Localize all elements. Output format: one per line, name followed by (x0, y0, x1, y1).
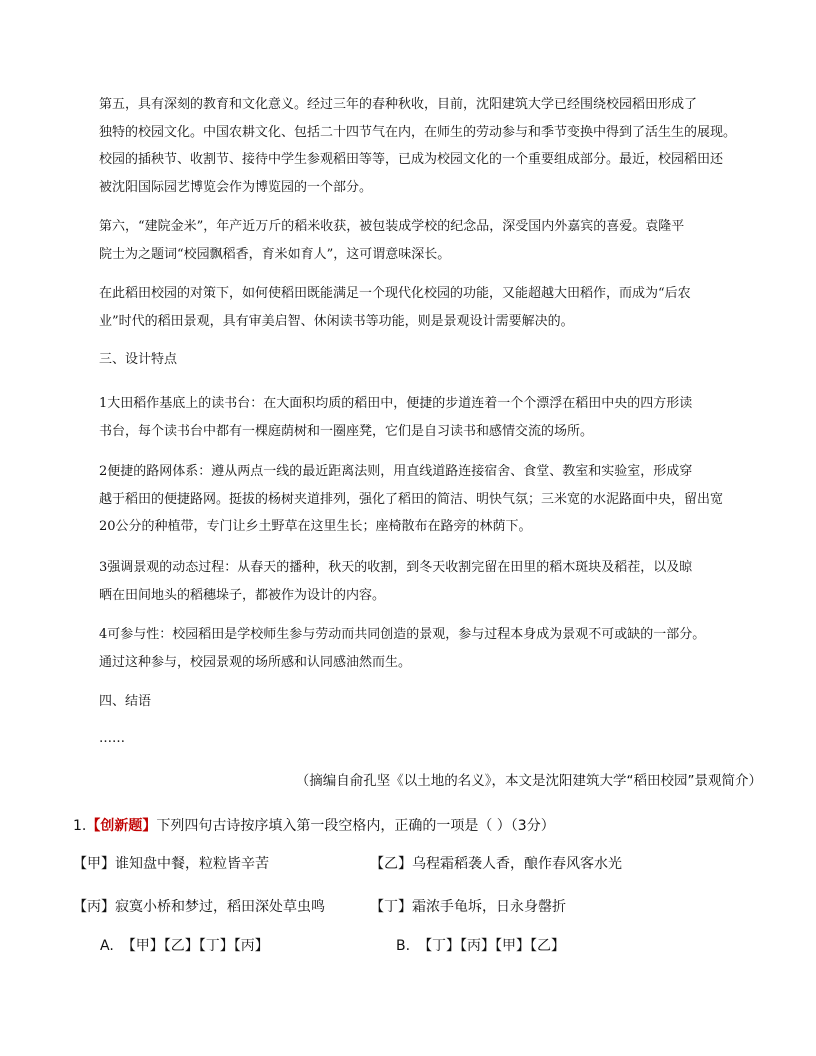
text-line: 4可参与性：校园稻田是学校师生参与劳动而共同创造的景观，参与过程本身成为景观不可或缺的一部分。 (99, 627, 706, 642)
poem-line-bing: 【丙】寂寞小桥和梦过，稻田深处草虫鸣 (73, 899, 325, 915)
text-line: 1大田稻作基底上的读书台：在大面积均质的稻田中，便捷的步道连着一个个漂浮在稻田中央的四方形读 (99, 396, 693, 411)
text-line: 3强调景观的动态过程：从春天的播种，秋天的收割，到冬天收割完留在田里的稻木斑块及稻茬，以及晾 (99, 560, 693, 575)
choice-b-text: 【丁】【丙】【甲】【乙】 (418, 938, 566, 954)
text-line: 院士为之题词“校园飘稻香，育米如育人”，这可谓意味深长。 (99, 246, 451, 262)
poem-line-ding: 【丁】霜浓手龟坼，日永身罄折 (370, 899, 566, 915)
poem-line-jia: 【甲】谁知盘中餐，粒粒皆辛苦 (73, 856, 269, 872)
feature-participation (99, 621, 749, 676)
text-line: 越于稻田的便捷路网。挺拔的杨树夹道排列，强化了稻田的简洁、明快气氛；三米宽的水泥路面中央，留出宽 (99, 491, 724, 507)
text-line: 独特的校园文化。中国农耕文化、包括二十四节气在内，在师生的劳动参与和季节变换中得到了活生生的展现。 (99, 124, 737, 140)
choice-a[interactable] (100, 935, 269, 957)
feature-road-network (99, 458, 749, 541)
text-line: 第六，“建院金米”，年产近万斤的稻米收获，被包装成学校的纪念品，深受国内外嘉宾的喜爱。袁隆平 (99, 219, 685, 234)
choice-a-text: 【甲】【乙】【丁】【丙】 (121, 938, 269, 954)
paragraph-design-challenge (99, 280, 749, 335)
section-heading-conclusion: 四、结语 (99, 694, 152, 709)
poem-line-yi: 【乙】乌程霜稻袭人香，酿作春风客水光 (370, 856, 622, 872)
ellipsis: …… (99, 731, 125, 746)
question-stem (73, 815, 555, 837)
text-line: 书台，每个读书台中都有一棵庭荫树和一圈座凳，它们是自习读书和感情交流的场所。 (99, 423, 594, 439)
feature-dynamic-process (99, 554, 749, 609)
section-heading-design-features: 三、设计特点 (99, 352, 178, 367)
source-citation: （摘编自俞孔坚《以土地的名义》，本文是沈阳建筑大学“稻田校园”景观简介） (295, 773, 762, 789)
text-line: 20公分的种植带，专门让乡土野草在这里生长；座椅散布在路旁的林荫下。 (99, 519, 532, 534)
text-line: 2便捷的路网体系：遵从两点一线的最近距离法则，用直线道路连接宿舍、食堂、教室和实验室，形成穿 (99, 464, 693, 479)
question-text: 下列四句古诗按序填入第一段空格内，正确的一项是（ ）（3分） (156, 818, 555, 834)
paragraph-fifth-point (99, 91, 749, 201)
text-line: 第五，具有深刻的教育和文化意义。经过三年的春种秋收，目前，沈阳建筑大学已经围绕校园稻田形成了 (99, 97, 698, 112)
text-line: 晒在田间地头的稻穗垛子，都被作为设计的内容。 (99, 587, 386, 603)
paragraph-sixth-point (99, 213, 749, 268)
text-line: 在此稻田校园的对策下，如何使稻田既能满足一个现代化校园的功能，又能超越大田稻作，而成为“后农 (99, 286, 691, 301)
question-tag: 【创新题】 (86, 818, 157, 834)
text-line: 通过这种参与，校园景观的场所感和认同感油然而生。 (99, 654, 412, 670)
question-number: 1. (73, 818, 87, 834)
text-line: 业”时代的稻田景观，具有审美启智、休闲读书等功能，则是景观设计需要解决的。 (99, 313, 574, 329)
choice-b-letter: B. (396, 938, 411, 954)
choice-a-letter: A. (100, 938, 114, 954)
text-line: 校园的插秧节、收割节、接待中学生参观稻田等等，已成为校园文化的一个重要组成部分。最近，校园稻田还 (99, 152, 724, 167)
feature-reading-platform (99, 390, 749, 445)
text-line: 被沈阳国际园艺博览会作为博览园的一个部分。 (99, 179, 373, 195)
choice-b[interactable] (396, 935, 565, 957)
